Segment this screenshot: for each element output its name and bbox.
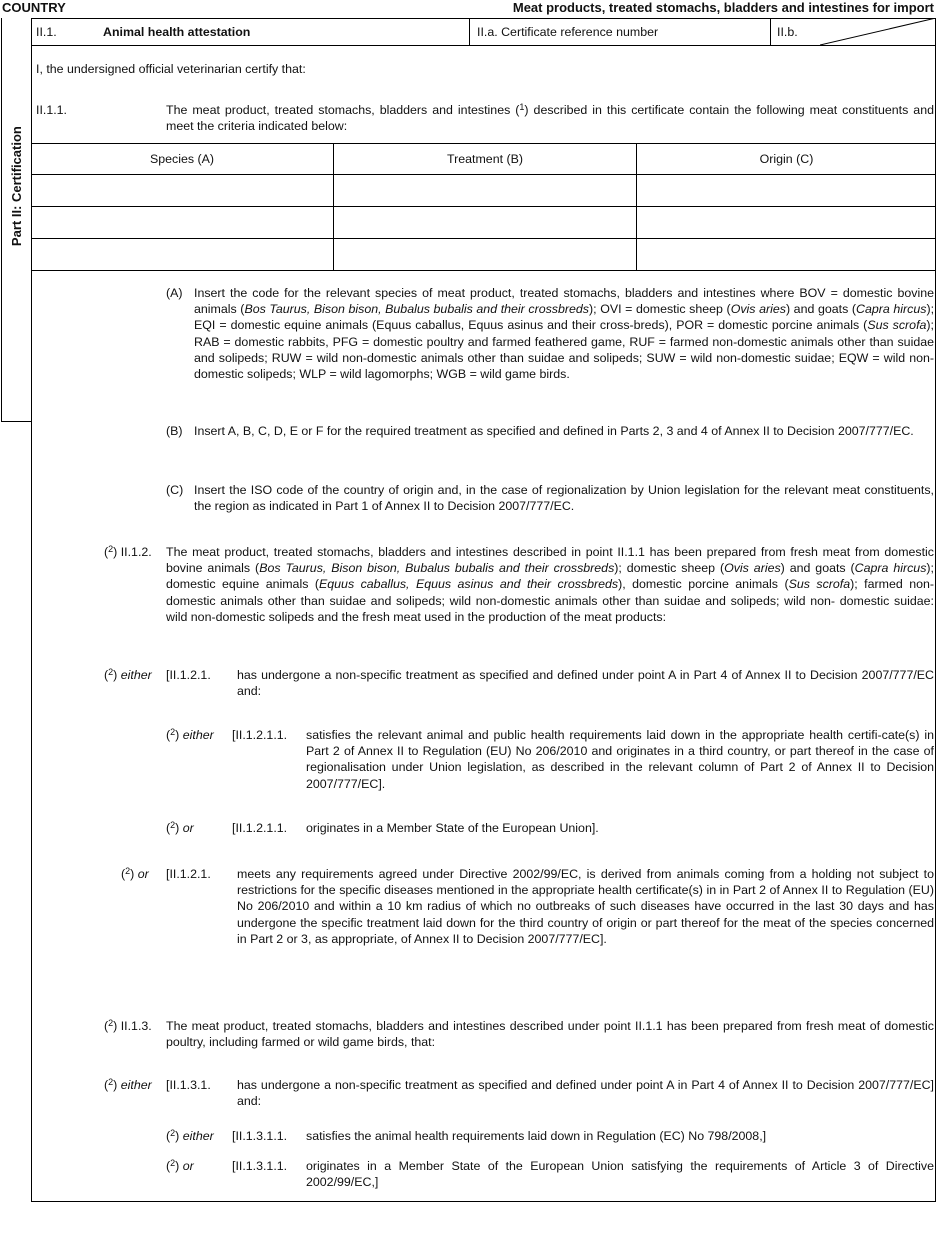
note-text: Insert the code for the relevant species of meat product, treated stomachs, bladders and intestines where BOV = domestic bovine animals (Bos Taurus, Bison bison, Bubalus bubalis and their crossbreds); OVI = domestic sheep (Ovis aries) and goats (Capra hircus); EQI = domestic equine animals (Equus caballus, Equus asinus and their cross-breds), POR = domestic porcine animals (Sus scrofa); RAB = domestic rabbits, PFG = domestic poultry and farmed feathered game, RUF = farmed non-domestic animals other than suidae and solipeds; RUW = wild non-domestic animals other than suidae and solipeds; SUW = wild non-domestic suidae; EQW = wild non-domestic solipeds; WLP = wild lagomorphs; WGB = wild game birds. [194,286,935,382]
sidebar-label: Part II: Certification [8,126,24,247]
table-border [31,143,936,144]
clause-text: has undergone a non-specific treatment as specified and defined under point A in Part 4 of Annex II to Decision 2007/777/EC and: [237,668,934,699]
note-text: Insert A, B, C, D, E or F for the required treatment as specified and defined in Parts 2, 3 and 4 of Annex II to Decision 2007/777/EC. [194,424,914,438]
option-marker: ($^2$) or [166,820,194,835]
clause-number: [II.1.3.1.1. [232,1129,288,1143]
clause-text: has undergone a non-specific treatment as specified and defined under point A in Part 4 of Annex II to Decision 2007/777/EC] and: [237,1078,934,1109]
clause-text: originates in a Member State of the European Union satisfying the requirements of Article 3 of Directive 2002/99/EC,] [306,1159,934,1190]
option-marker: ($^2$) either [104,1077,152,1092]
clause-text: originates in a Member State of the European Union]. [306,821,599,835]
section-title: Animal health attestation [103,25,251,39]
clause-number: II.1.1. [36,103,67,117]
clause-number: [II.1.2.1.1. [232,821,288,835]
diagonal-strike [820,18,936,45]
intro-text: I, the undersigned official veterinarian certify that: [36,62,306,76]
part-sidebar [1,18,32,422]
clause-number: [II.1.2.1. [166,668,211,682]
clause-text: The meat product, treated stomachs, bladders and intestines described under point II.1.1 has been prepared from fresh meat of domestic poultry, including farmed or wild game birds, that: [166,1019,934,1050]
table-border [31,174,936,175]
clause-number: [II.1.3.1. [166,1078,211,1092]
certificate-title: Meat products, treated stomachs, bladders and intestines for import [512,0,934,15]
certificate-reference-label: II.a. Certificate reference number [477,25,659,39]
clause-text: satisfies the animal health requirements laid down in Regulation (EC) No 798/2008,] [306,1129,767,1143]
clause-text: meets any requirements agreed under Directive 2002/99/EC, is derived from animals coming from a holding not subject to restrictions for the specific diseases mentioned in the appropriate health certificate(s) in in Part 2 of Annex II to Regulation (EU) No 206/2010 and within a 10 km radius of which no outbreaks of such diseases have occurred in the last 30 days and has undergone the specific treatment laid down for the third country of origin or part thereof for the meat of the species concerned in Part 2 or 3, as appropriate, of Annex II to Decision 2007/777/EC]. [237,867,934,946]
note-label: (C) [166,483,184,497]
section-number: II.1. [36,25,57,39]
table-header-origin: Origin (C) [759,152,814,166]
table-header-treatment: Treatment (B) [447,152,523,166]
clause-text: The meat product, treated stomachs, bladders and intestines ($^1$) described in this certificate contain the following meat constituents and meet the criteria indicated below: [166,102,934,134]
divider [770,18,771,45]
option-marker: ($^2$) or [121,866,149,881]
clause-number: ($^2$) II.1.3. [104,1018,152,1033]
clause-number: [II.1.3.1.1. [232,1159,288,1173]
option-marker: ($^2$) or [166,1158,194,1173]
divider [469,18,470,45]
table-border [31,206,936,207]
note-text: Insert the ISO code of the country of origin and, in the case of regionalization by Union legislation for the relevant meat constituents, the region as indicated in Part 1 of Annex II to Decision 2007/777/EC. [194,483,934,514]
country-label: COUNTRY [2,0,66,15]
divider [31,45,936,46]
table-header-species: Species (A) [149,152,215,166]
option-marker: ($^2$) either [166,727,214,742]
clause-number: [II.1.2.1.1. [232,728,288,742]
iib-label: II.b. [777,25,798,39]
option-marker: ($^2$) either [166,1128,214,1143]
clause-number: [II.1.2.1. [166,867,211,881]
note-label: (A) [166,286,183,300]
clause-text: The meat product, treated stomachs, bladders and intestines described in point II.1.1 has been prepared from fresh meat from domestic bovine animals (Bos Taurus, Bison bison, Bubalus bubalis and their crossbreds); domestic sheep (Ovis aries) and goats (Capra hircus); domestic equine animals (Equus caballus, Equus asinus and their crossbreds), domestic porcine animals (Sus scrofa); farmed non-domestic animals other than suidae and solipeds; wild non-domestic animals other than suidae and solipeds; wild non- domestic suidae: wild non-domestic solipeds and the fresh meat used in the production of the meat products: [166,545,934,624]
clause-number: ($^2$) II.1.2. [104,544,152,559]
option-marker: ($^2$) either [104,667,152,682]
table-border [31,270,936,271]
note-label: (B) [166,424,183,438]
table-border [31,238,936,239]
clause-text: satisfies the relevant animal and public health requirements laid down in the appropriate health certifi-cate(s) in Part 2 of Annex II to Regulation (EU) No 206/2010 and originates in a third country, or part thereof in the case of regionalisation under Union legislation, as described in the relevant column of Part 2 of Annex II to Decision 2007/777/EC]. [306,728,934,791]
